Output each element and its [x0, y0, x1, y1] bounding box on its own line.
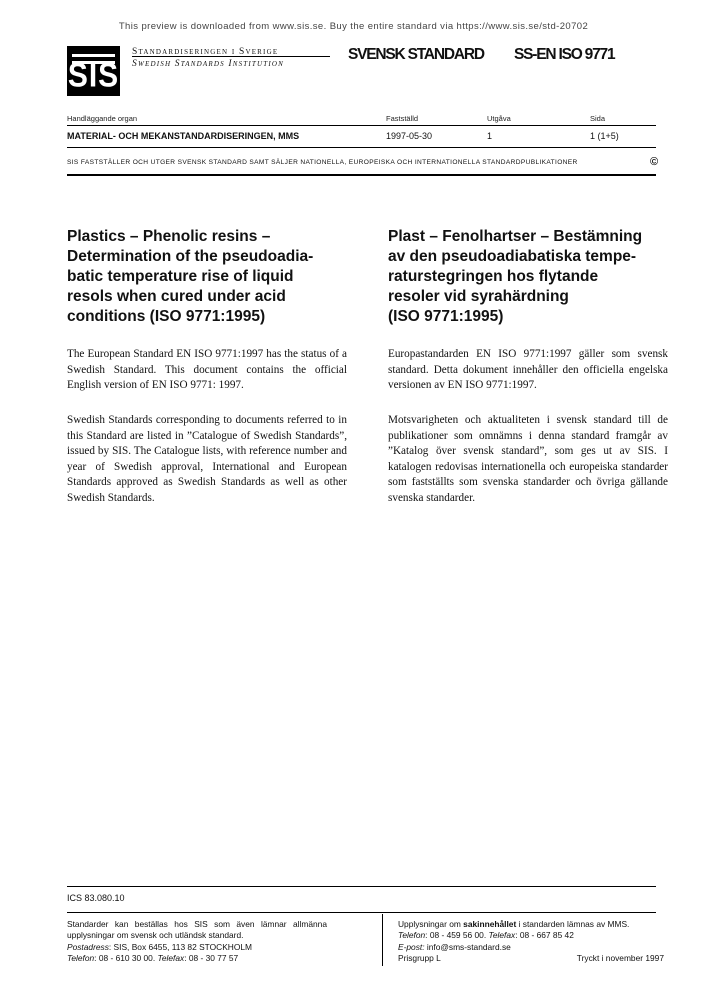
title-line: Determination of the pseudoadia- — [67, 248, 314, 265]
meta-divider — [67, 125, 656, 126]
sis-phone-fax: Telefon: 08 - 610 30 00. Telefax: 08 - 30 77 57 — [67, 953, 239, 964]
org-name-sv: Standardiseringen i Sverige — [132, 47, 279, 57]
title-line: conditions (ISO 9771:1995) — [67, 308, 266, 325]
order-text: Standarder kan beställas hos SIS som även lämnar allmänna upplysningar om svensk och utländsk standard. — [67, 919, 327, 941]
org-divider — [132, 56, 330, 57]
english-paragraph-2: Swedish Standards corresponding to documents referred to in this Standard are listed in ”Catalogue of Swedish Standards”, issued by SIS. The Catalogue lists, with reference number and year of Swedish approval, International and European Standards approved as Swedish Standards as well as other Swedish Standards. — [67, 414, 347, 504]
preview-notice: This preview is downloaded from www.sis.se. Buy the entire standard via https://www.sis.se/std-20702 — [118, 21, 589, 32]
title-line: resols when cured under acid — [67, 288, 286, 305]
title-line: av den pseudoadiabatiska tempe- — [388, 248, 637, 265]
title-swedish — [388, 227, 673, 327]
title-line: raturstegringen hos flytande — [388, 268, 599, 285]
faststalld-value: 1997-05-30 — [386, 131, 433, 141]
handlaggande-label: Handläggande organ — [67, 114, 138, 123]
footer-contact-info — [398, 919, 664, 965]
title-line: Plastics – Phenolic resins – — [67, 228, 271, 245]
title-english — [67, 227, 352, 327]
utgava-label: Utgåva — [487, 114, 511, 123]
email: E-post: info@sms-standard.se — [398, 941, 511, 952]
org-name-en: Swedish Standards Institution — [132, 59, 285, 69]
sida-value: 1 (1+5) — [590, 131, 619, 141]
print-info-row — [398, 953, 664, 964]
print-date: Tryckt i november 1997 — [576, 953, 664, 964]
ics-code: ICS 83.080.10 — [67, 893, 125, 903]
sis-logo — [67, 46, 120, 96]
price-group: Prisgrupp L — [398, 953, 441, 964]
footer-divider — [382, 914, 383, 966]
title-line: (ISO 9771:1995) — [388, 308, 504, 325]
mms-phone-fax: Telefon: 08 - 459 56 00. Telefax: 08 - 667 85 42 — [398, 930, 574, 941]
swedish-paragraph-2: Motsvarigheten och aktualiteten i svensk standard till de publikationer som omnämns i denna standard framgår av ”Katalog över svensk standard”, som ges ut av SIS. I katalogen redovisas internationella och europeiska standarder som fastställts som svenska standarder och övriga gällande svenska standarder. — [388, 414, 668, 504]
footer-top-rule — [67, 912, 656, 913]
standard-label: SVENSK STANDARD — [348, 46, 484, 63]
faststalld-label: Fastställd — [386, 114, 419, 123]
sida-label: Sida — [590, 114, 606, 123]
content-info: Upplysningar om sakinnehållet i standarden lämnas av MMS. — [398, 919, 630, 929]
title-line: batic temperature rise of liquid — [67, 268, 294, 285]
swedish-paragraph-1: Europastandarden EN ISO 9771:1997 gäller som svensk standard. Detta dokument innehåller den officiella engelska versionen av EN ISO 9771:1997. — [388, 348, 668, 392]
ics-top-rule — [67, 886, 656, 887]
title-line: Plast – Fenolhartser – Bestämning — [388, 228, 643, 245]
copyright-symbol: © — [650, 156, 659, 168]
footer-ordering-info — [67, 919, 327, 965]
logo-text: SIS — [67, 56, 120, 95]
meta-bottom-divider — [67, 147, 656, 148]
utgava-value: 1 — [487, 131, 493, 141]
publisher-statement: SIS FASTSTÄLLER OCH UTGER SVENSK STANDARD SAMT SÄLJER NATIONELLA, EUROPEISKA OCH INTERNATIONELLA STANDARDPUBLIKATIONER — [67, 159, 578, 166]
title-line: resoler vid syrahärdning — [388, 288, 569, 305]
standard-number: SS-EN ISO 9771 — [514, 46, 615, 63]
postal-address: Postadress: SIS, Box 6455, 113 82 STOCKHOLM — [67, 941, 252, 952]
handlaggande-value: MATERIAL- OCH MEKANSTANDARDISERINGEN, MMS — [67, 131, 300, 141]
header-bottom-rule — [67, 174, 656, 176]
english-paragraph-1: The European Standard EN ISO 9771:1997 has the status of a Swedish Standard. This document contains the official English version of EN ISO 9771: 1997. — [67, 348, 347, 392]
